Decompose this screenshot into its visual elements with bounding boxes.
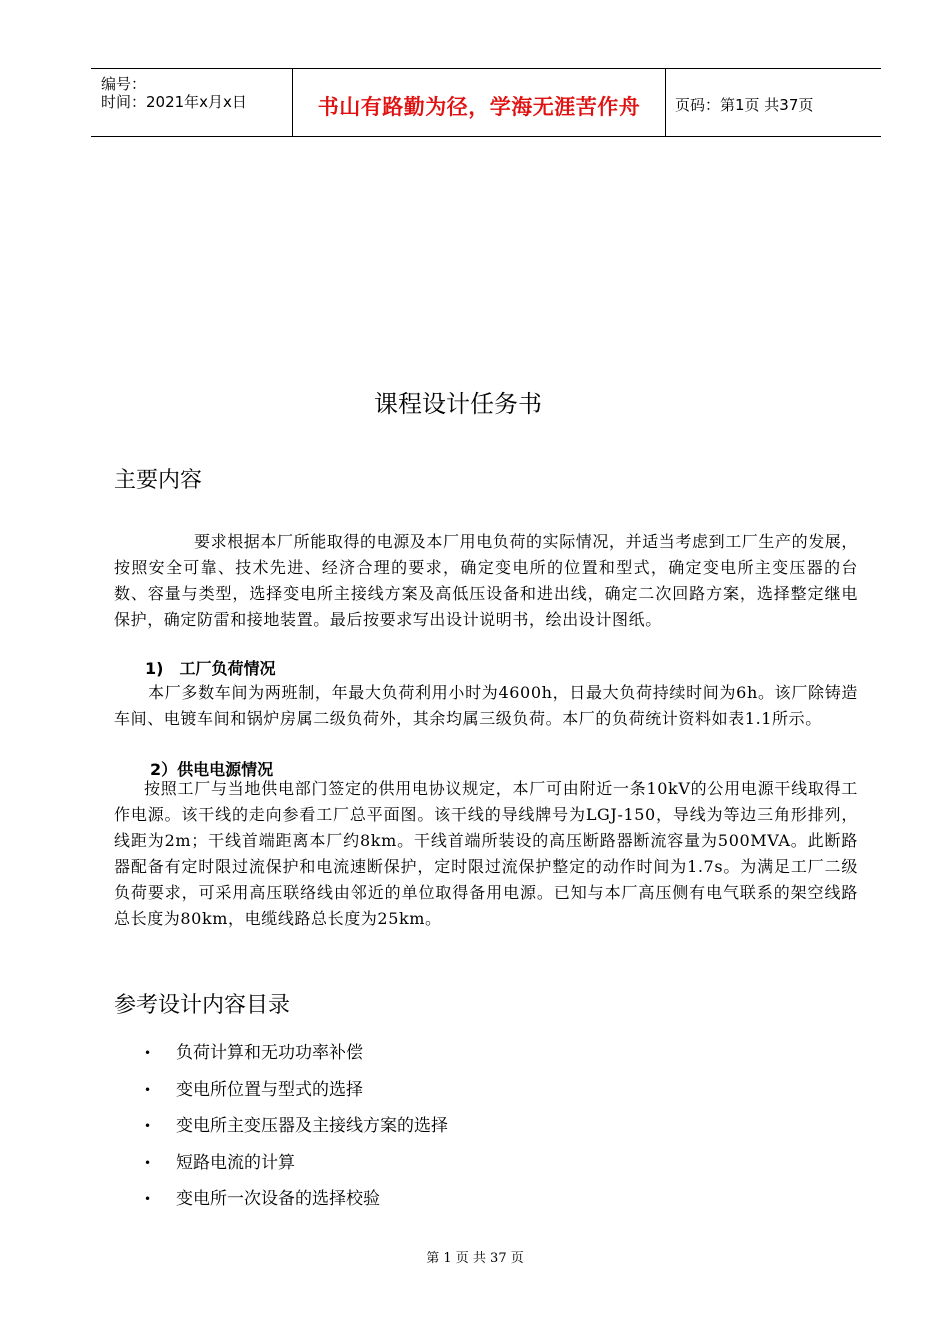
bullet-icon: • [144, 1046, 152, 1060]
toc-item [140, 1148, 448, 1185]
document-title: 课程设计任务书 [374, 390, 542, 418]
bullet-icon: • [144, 1119, 152, 1133]
serial-label: 编号： [101, 75, 147, 93]
header-middle-cell [292, 69, 666, 136]
toc-item [140, 1184, 448, 1221]
toc-item-label: 变电所主变压器及主接线方案的选择 [176, 1116, 448, 1136]
toc-item [140, 1075, 448, 1112]
toc-item-label: 短路电流的计算 [176, 1152, 295, 1173]
toc-item [140, 1038, 448, 1075]
page-footer: 第 1 页 共 37 页 [426, 1251, 524, 1266]
toc-list [140, 1038, 448, 1221]
subsection-heading-power: 2）供电电源情况 [150, 760, 274, 779]
toc-item-label: 负荷计算和无功功率补偿 [176, 1043, 363, 1063]
header-page-info: 页码：第1页 共37页 [675, 96, 814, 114]
section-heading-toc: 参考设计内容目录 [114, 993, 291, 1018]
toc-item [140, 1111, 448, 1148]
load-paragraph: 本厂多数车间为两班制，年最大负荷利用小时为4600h，日最大负荷持续时间为6h。该厂除铸造车间、电镀车间和锅炉房属二级负荷外，其余均属三级负荷。本厂的负荷统计资料如表1.1所示。 [114, 683, 858, 728]
header-time: 时间：2021年x月x日 [101, 93, 247, 111]
page-header [91, 68, 881, 137]
bullet-icon: • [144, 1192, 152, 1206]
power-paragraph: 按照工厂与当地供电部门签定的供用电协议规定，本厂可由附近一条10kV的公用电源干线取得工作电源。该干线的走向参看工厂总平面图。该干线的导线牌号为LGJ-150，导线为等边三角形排列，线距为2m；干线首端距离本厂约8km。干线首端所装设的高压断路器断流容量为500MVA。此断路器配备有定时限过流保护和电流速断保护，定时限过流保护整定的动作时间为1.7s。为满足工厂二级负荷要求，可采用高压联络线由邻近的单位取得备用电源。已知与本厂高压侧有电气联系的架空线路总长度为80km，电缆线路总长度为25km。 [114, 779, 858, 928]
intro-paragraph: 要求根据本厂所能取得的电源及本厂用电负荷的实际情况，并适当考虑到工厂生产的发展，按照安全可靠、技术先进、经济合理的要求，确定变电所的位置和型式，确定变电所主变压器的台数、容量与类型，选择变电所主接线方案及高低压设备和进出线，确定二次回路方案，选择整定继电保护，确定防雷和接地装置。最后按要求写出设计说明书，绘出设计图纸。 [114, 532, 859, 629]
subsection-heading-load: 1) 工厂负荷情况 [145, 659, 276, 678]
toc-item-label: 变电所一次设备的选择校验 [176, 1189, 380, 1209]
toc-item-label: 变电所位置与型式的选择 [176, 1079, 363, 1100]
header-right-cell [665, 69, 881, 136]
header-motto: 书山有路勤为径，学海无涯苦作舟 [317, 95, 641, 119]
section-heading-main: 主要内容 [114, 468, 203, 493]
bullet-icon: • [144, 1155, 152, 1170]
bullet-icon: • [144, 1082, 152, 1097]
header-left-cell [91, 69, 291, 136]
